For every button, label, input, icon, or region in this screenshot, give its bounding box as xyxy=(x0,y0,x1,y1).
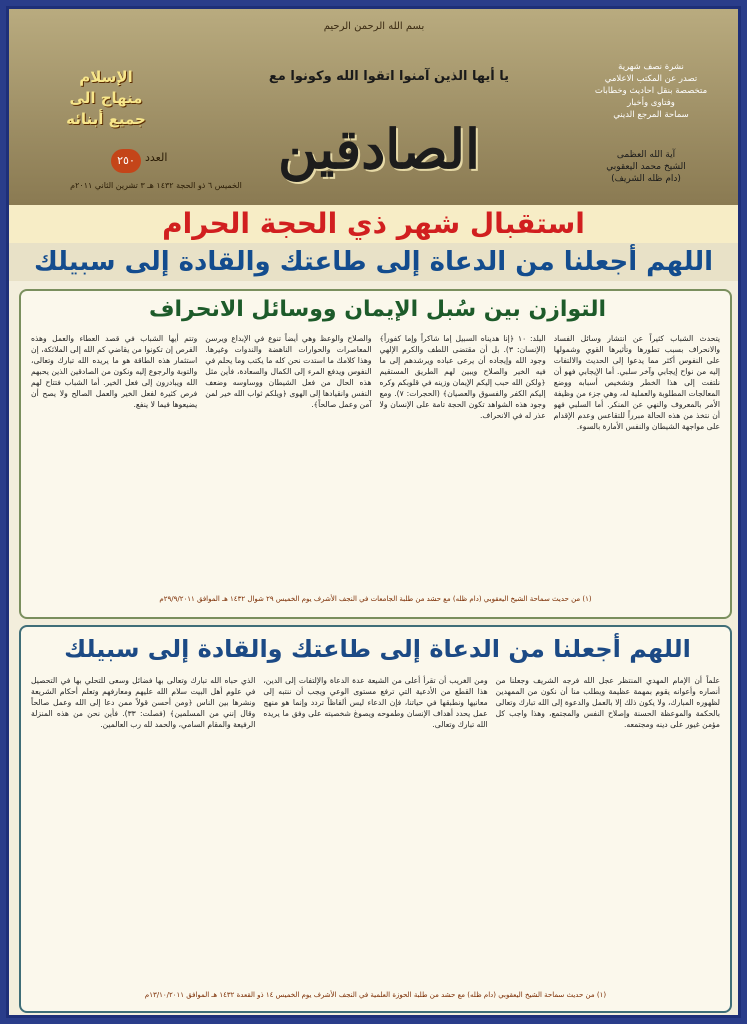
issue-label: العدد xyxy=(145,151,168,164)
article-title: التوازن بين سُبل الإيمان ووسائل الانحراف xyxy=(148,297,607,322)
article-column: ومن الغريب أن تقرأ أعلى من الشيعة عدة الدعاة والإلتفات إلى الدين، هذا القطع من الأدعية التي ترفع مستوى الوعي ويجب أن ننتبه إلى معانيها ونطبقها في حياتنا، فإن الدعاء ليس ألفاظاً تردد وإنما هو منهج عمل يحدد أهداف الإنسان وطموحه ويصوغ شخصيته على وفق ما يريده الله تبارك وتعالى. xyxy=(263,676,488,729)
sub-headline: اللهم أجعلنا من الدعاة إلى طاعتك والقادة إلى سبيلك xyxy=(9,243,738,281)
publisher-line: سماحة المرجع الديني xyxy=(613,110,689,120)
article-column: الذي حباه الله تبارك وتعالى بها فضائل وسعى للتحلي بها في التحصيل في علوم أهل البيت سلام الله عليهم ومعارفهم وتعلم أحكام الشريعة ونشرها بين الناس ﴿ومن أحسن قولاً ممن دعا إلى الله وعمل صالحاً وقال إنني من المسلمين﴾ (فصلت: ٣٣). فأين نحن من هذه المنزلة الرفيعة والمقام السامي، والحمد لله رب العالمين. xyxy=(31,676,256,729)
slogan-line: الإسلام xyxy=(79,68,133,86)
article-column: يتحدث الشباب كثيراً عن انتشار وسائل الفساد والانحراف بسبب تطورها وتأثيرها القوي وشمولها على النفوس أكثر مما يدعوا إلى الحديث والالتفات إليه من نواح إيجابي وآخر سلبي. أما الإيجابي فهو أن نلتفت إلى هذا الخطر وتشخيص أسبابه ووضع المعالجات المطلوبة والعملية له، وهي جزء من وظيفة الأمر بالمعروف والنهي عن المنكر. أما السلبي فهو أن نتخذ من هذه الحالة مبرراً للتقاعس وعدم الإقدام على مواجهة الشيطان والنفس الأمارة بالسوء. xyxy=(553,334,720,431)
signature-line: (دام ظله الشريف) xyxy=(611,174,681,184)
article-column: والصلاح والوعظ وهي أيضاً تنوع في الإبداع ويرسن المعاصرات والحوارات الناهضة والندوات وغيرها. وهذا كلامك ما استدت نحن كله ما يكتب وما يحلم في النفوس ويدفع المرء إلى الكمال والسعادة، فأين مثل هذه الحال من فعل الشيطان ووساوسه وضعف النفس وانقيادها إلى الهوى ﴿ويلكم ثواب الله خير لمن آمن وعمل صالحاً﴾. xyxy=(205,334,372,409)
issue-number-badge: ٢٥٠ xyxy=(111,149,141,173)
article-prayer xyxy=(19,625,732,1013)
article-column: وتتم أيها الشباب في قصد العطاء والعمل وهذه الفرص إن تكونوا من يقاضي كم الله إلى الملائكة، إن استثمار هذه الطاقة هو ما يريده الله تبارك وتعالى، والتوبة والرجوع إليه ونكون من الصادقين الذين يحبهم الله ويبادرون إلى فعل الخير. أما الشباب فتتاح لهم فرص كثيرة لفعل الخير والعمل الصالح ولا يصح أن يضيعوها فيما لا ينفع. xyxy=(31,334,198,409)
publisher-line: متخصصة بنقل احاديث وخطابات xyxy=(594,86,708,96)
newsletter-title: الصادقين xyxy=(278,117,480,181)
article-columns xyxy=(31,675,720,983)
masthead-verse: يا أيها الذين آمنوا اتقوا الله وكونوا مع xyxy=(268,69,510,84)
slogan-line: منهاج الى xyxy=(69,89,143,107)
article-column: البلد: ١٠ ﴿إنا هديناه السبيل إما شاكراً وإما كفوراً﴾ (الإنسان: ٣). بل أن مقتضى اللطف والكرم الإلهي وجود الله وإيجاده أن يرعى عباده ويرشدهم إلى ما فيه الخير والصلاح ويبين لهم الطريق المستقيم ﴿ولكن الله حبب إليكم الإيمان وزينه في قلوبكم وكره إليكم الكفر والفسوق والعصيان﴾ (الحجرات: ٧). ومع وجود هذه الشواهد تكون الحجة تامة على الإنسان ولا عذر له في الانحراف. xyxy=(379,334,546,420)
article-column: علماً أن الإمام المهدي المنتظر عجل الله فرجه الشريف وجعلنا من أنصاره وأعوانه يقوم بمهمة عظيمة ويطلب منا أن نكون من الممهدين لظهوره المبارك، ولا يكون ذلك إلا بالعمل والدعوة إلى الله تبارك وتعالى بالحكمة والموعظة الحسنة وإصلاح النفس والمجتمع، وهذا واجب كل مؤمن غيور على دينه ومجتمعه. xyxy=(495,676,720,729)
publisher-line: نشرة نصف شهرية xyxy=(618,62,684,72)
basmala: بسم الله الرحمن الرحيم xyxy=(323,21,425,32)
article-columns xyxy=(31,333,720,589)
issue-date: الخميس ٦ ذو الحجة ١٤٣٢ هـ ٣ تشرين الثاني ٢٠١١م xyxy=(70,181,242,190)
newsletter-page xyxy=(6,6,741,1018)
signature-line: الشيخ محمد اليعقوبي xyxy=(606,162,686,172)
publisher-line: وفتاوى وأخبار xyxy=(627,98,675,108)
signature-line: آية الله العظمى xyxy=(616,150,676,160)
authority-signature xyxy=(566,149,726,185)
article-footnote: (١) من حديث سماحة الشيخ اليعقوبي (دام ظله) مع حشد من طلبة الحوزة العلمية في النجف الأشرف يوم الخميس ١٤ ذو القعدة ١٤٣٢ هـ الموافق ١٣/١٠/٢٠١١م xyxy=(144,991,607,999)
article-title: اللهم أجعلنا من الدعاة إلى طاعتك والقادة إلى سبيلك xyxy=(64,635,691,663)
main-headline: استقبال شهر ذي الحجة الحرام xyxy=(9,205,738,243)
article-balance xyxy=(19,289,732,619)
publisher-line: تصدر عن المكتب الاعلامي xyxy=(604,74,698,84)
masthead xyxy=(9,9,738,205)
slogan-line: جميع أبنائه xyxy=(66,110,146,128)
article-footnote: (١) من حديث سماحة الشيخ اليعقوبي (دام ظله) مع حشد من طلبة الجامعات في النجف الأشرف يوم الخميس ٢٩ شوال ١٤٣٢ هـ الموافق ٢٩/٩/٢٠١١م xyxy=(159,595,592,603)
